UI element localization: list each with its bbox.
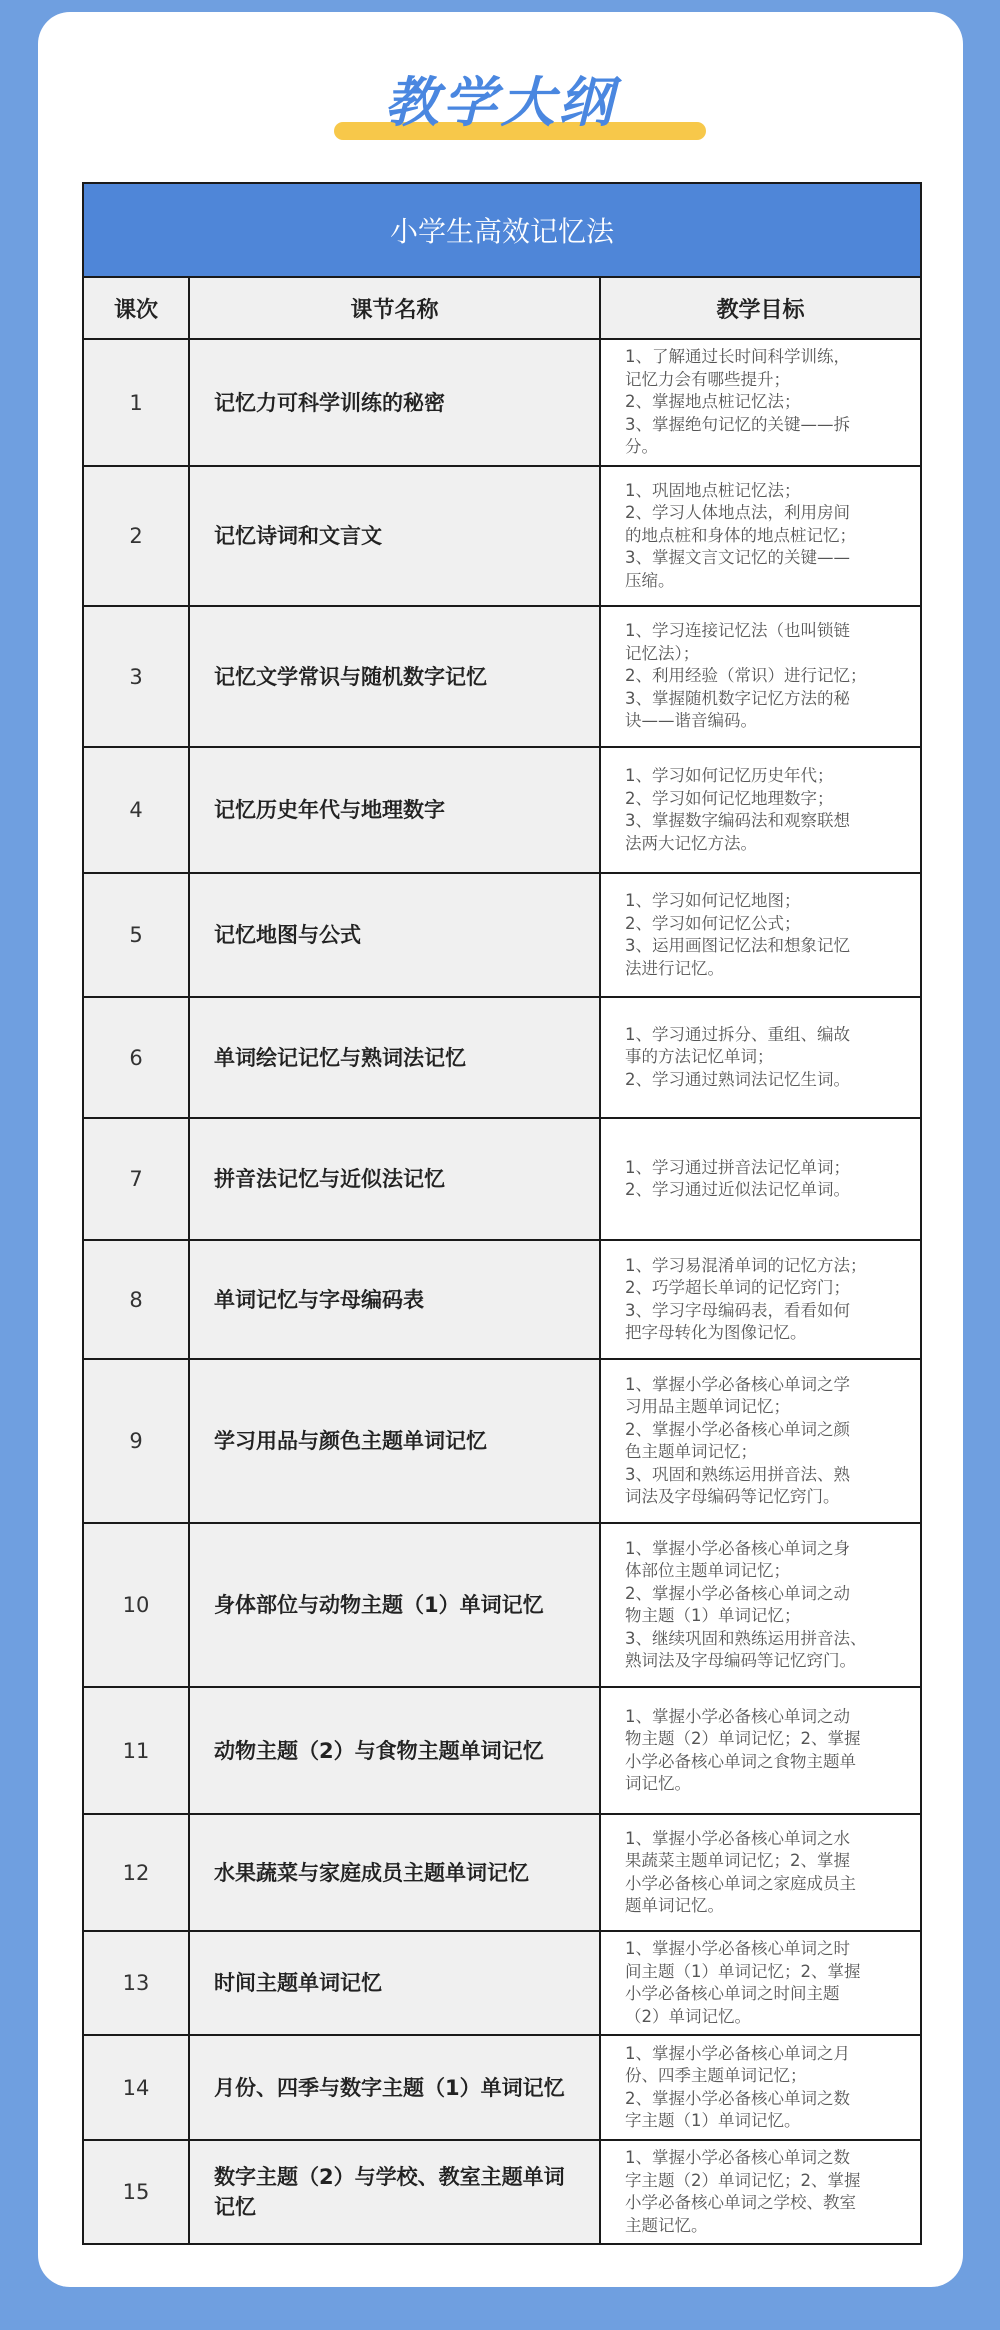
lesson-number: 3: [83, 606, 189, 747]
table-row: [83, 2140, 921, 2244]
lesson-goal: 1、学习通过拼音法记忆单词； 2、学习通过近似法记忆单词。: [600, 1118, 921, 1240]
lesson-goal: 1、学习通过拆分、重组、编故 事的方法记忆单词； 2、学习通过熟词法记忆生词。: [600, 997, 921, 1118]
header-name: 课节名称: [189, 277, 600, 339]
lesson-name: 拼音法记忆与近似法记忆: [189, 1118, 600, 1240]
table-row: [83, 606, 921, 747]
lesson-name: 数字主题（2）与学校、教室主题单词记忆: [189, 2140, 600, 2244]
syllabus-table: [82, 182, 922, 2245]
table-row: [83, 1118, 921, 1240]
lesson-number: 4: [83, 747, 189, 873]
lesson-goal: 1、掌握小学必备核心单词之水 果蔬菜主题单词记忆；2、掌握 小学必备核心单词之家庭成员主 题单词记忆。: [600, 1814, 921, 1931]
lesson-goal: 1、掌握小学必备核心单词之数 字主题（2）单词记忆；2、掌握 小学必备核心单词之学校、教室 主题记忆。: [600, 2140, 921, 2244]
table-row: [83, 1931, 921, 2035]
lesson-number: 11: [83, 1687, 189, 1814]
lesson-name: 水果蔬菜与家庭成员主题单词记忆: [189, 1814, 600, 1931]
lesson-name: 单词绘记记忆与熟词法记忆: [189, 997, 600, 1118]
lesson-name: 单词记忆与字母编码表: [189, 1240, 600, 1359]
table-row: [83, 1359, 921, 1523]
page-heading: 教学大纲: [384, 71, 617, 134]
lesson-name: 记忆诗词和文言文: [189, 466, 600, 606]
lesson-goal: 1、巩固地点桩记忆法； 2、学习人体地点法，利用房间 的地点桩和身体的地点桩记忆； 3、掌握文言文记忆的关键—— 压缩。: [600, 466, 921, 606]
lesson-name: 时间主题单词记忆: [189, 1931, 600, 2035]
table-title: 小学生高效记忆法: [83, 183, 921, 277]
lesson-number: 8: [83, 1240, 189, 1359]
table-row: [83, 466, 921, 606]
lesson-number: 5: [83, 873, 189, 997]
lesson-name: 月份、四季与数字主题（1）单词记忆: [189, 2035, 600, 2140]
lesson-number: 13: [83, 1931, 189, 2035]
table-row: [83, 1523, 921, 1687]
lesson-goal: 1、学习如何记忆地图； 2、学习如何记忆公式； 3、运用画图记忆法和想象记忆 法进行记忆。: [600, 873, 921, 997]
lesson-number: 2: [83, 466, 189, 606]
lesson-name: 记忆历史年代与地理数字: [189, 747, 600, 873]
lesson-goal: 1、掌握小学必备核心单词之动 物主题（2）单词记忆；2、掌握 小学必备核心单词之食物主题单 词记忆。: [600, 1687, 921, 1814]
lesson-name: 记忆文学常识与随机数字记忆: [189, 606, 600, 747]
lesson-goal: 1、学习连接记忆法（也叫锁链 记忆法）； 2、利用经验（常识）进行记忆； 3、掌握随机数字记忆方法的秘 诀——谐音编码。: [600, 606, 921, 747]
lesson-number: 15: [83, 2140, 189, 2244]
lesson-number: 6: [83, 997, 189, 1118]
lesson-number: 1: [83, 339, 189, 466]
table-row: [83, 873, 921, 997]
lesson-goal: 1、了解通过长时间科学训练， 记忆力会有哪些提升； 2、掌握地点桩记忆法； 3、掌握绝句记忆的关键——拆 分。: [600, 339, 921, 466]
table-row: [83, 1814, 921, 1931]
lesson-goal: 1、掌握小学必备核心单词之身 体部位主题单词记忆； 2、掌握小学必备核心单词之动 物主题（1）单词记忆； 3、继续巩固和熟练运用拼音法、 熟词法及字母编码等记忆窍门。: [600, 1523, 921, 1687]
table-row: [83, 997, 921, 1118]
content-card: [38, 12, 963, 2287]
lesson-name: 记忆力可科学训练的秘密: [189, 339, 600, 466]
table-row: [83, 339, 921, 466]
lesson-name: 身体部位与动物主题（1）单词记忆: [189, 1523, 600, 1687]
table-row: [83, 747, 921, 873]
lesson-number: 9: [83, 1359, 189, 1523]
lesson-name: 动物主题（2）与食物主题单词记忆: [189, 1687, 600, 1814]
table-row: [83, 1687, 921, 1814]
lesson-number: 10: [83, 1523, 189, 1687]
table-row: [83, 2035, 921, 2140]
lesson-number: 12: [83, 1814, 189, 1931]
header-goal: 教学目标: [600, 277, 921, 339]
lesson-number: 14: [83, 2035, 189, 2140]
lesson-goal: 1、学习如何记忆历史年代； 2、学习如何记忆地理数字； 3、掌握数字编码法和观察联想 法两大记忆方法。: [600, 747, 921, 873]
lesson-goal: 1、掌握小学必备核心单词之学 习用品主题单词记忆； 2、掌握小学必备核心单词之颜 色主题单词记忆； 3、巩固和熟练运用拼音法、熟 词法及字母编码等记忆窍门。: [600, 1359, 921, 1523]
lesson-goal: 1、掌握小学必备核心单词之月 份、四季主题单词记忆； 2、掌握小学必备核心单词之数 字主题（1）单词记忆。: [600, 2035, 921, 2140]
lesson-goal: 1、学习易混淆单词的记忆方法； 2、巧学超长单词的记忆窍门； 3、学习字母编码表，看看如何 把字母转化为图像记忆。: [600, 1240, 921, 1359]
heading-block: [38, 64, 963, 154]
lesson-goal: 1、掌握小学必备核心单词之时 间主题（1）单词记忆；2、掌握 小学必备核心单词之时间主题 （2）单词记忆。: [600, 1931, 921, 2035]
lesson-name: 记忆地图与公式: [189, 873, 600, 997]
header-lesson: 课次: [83, 277, 189, 339]
lesson-name: 学习用品与颜色主题单词记忆: [189, 1359, 600, 1523]
table-row: [83, 1240, 921, 1359]
lesson-number: 7: [83, 1118, 189, 1240]
